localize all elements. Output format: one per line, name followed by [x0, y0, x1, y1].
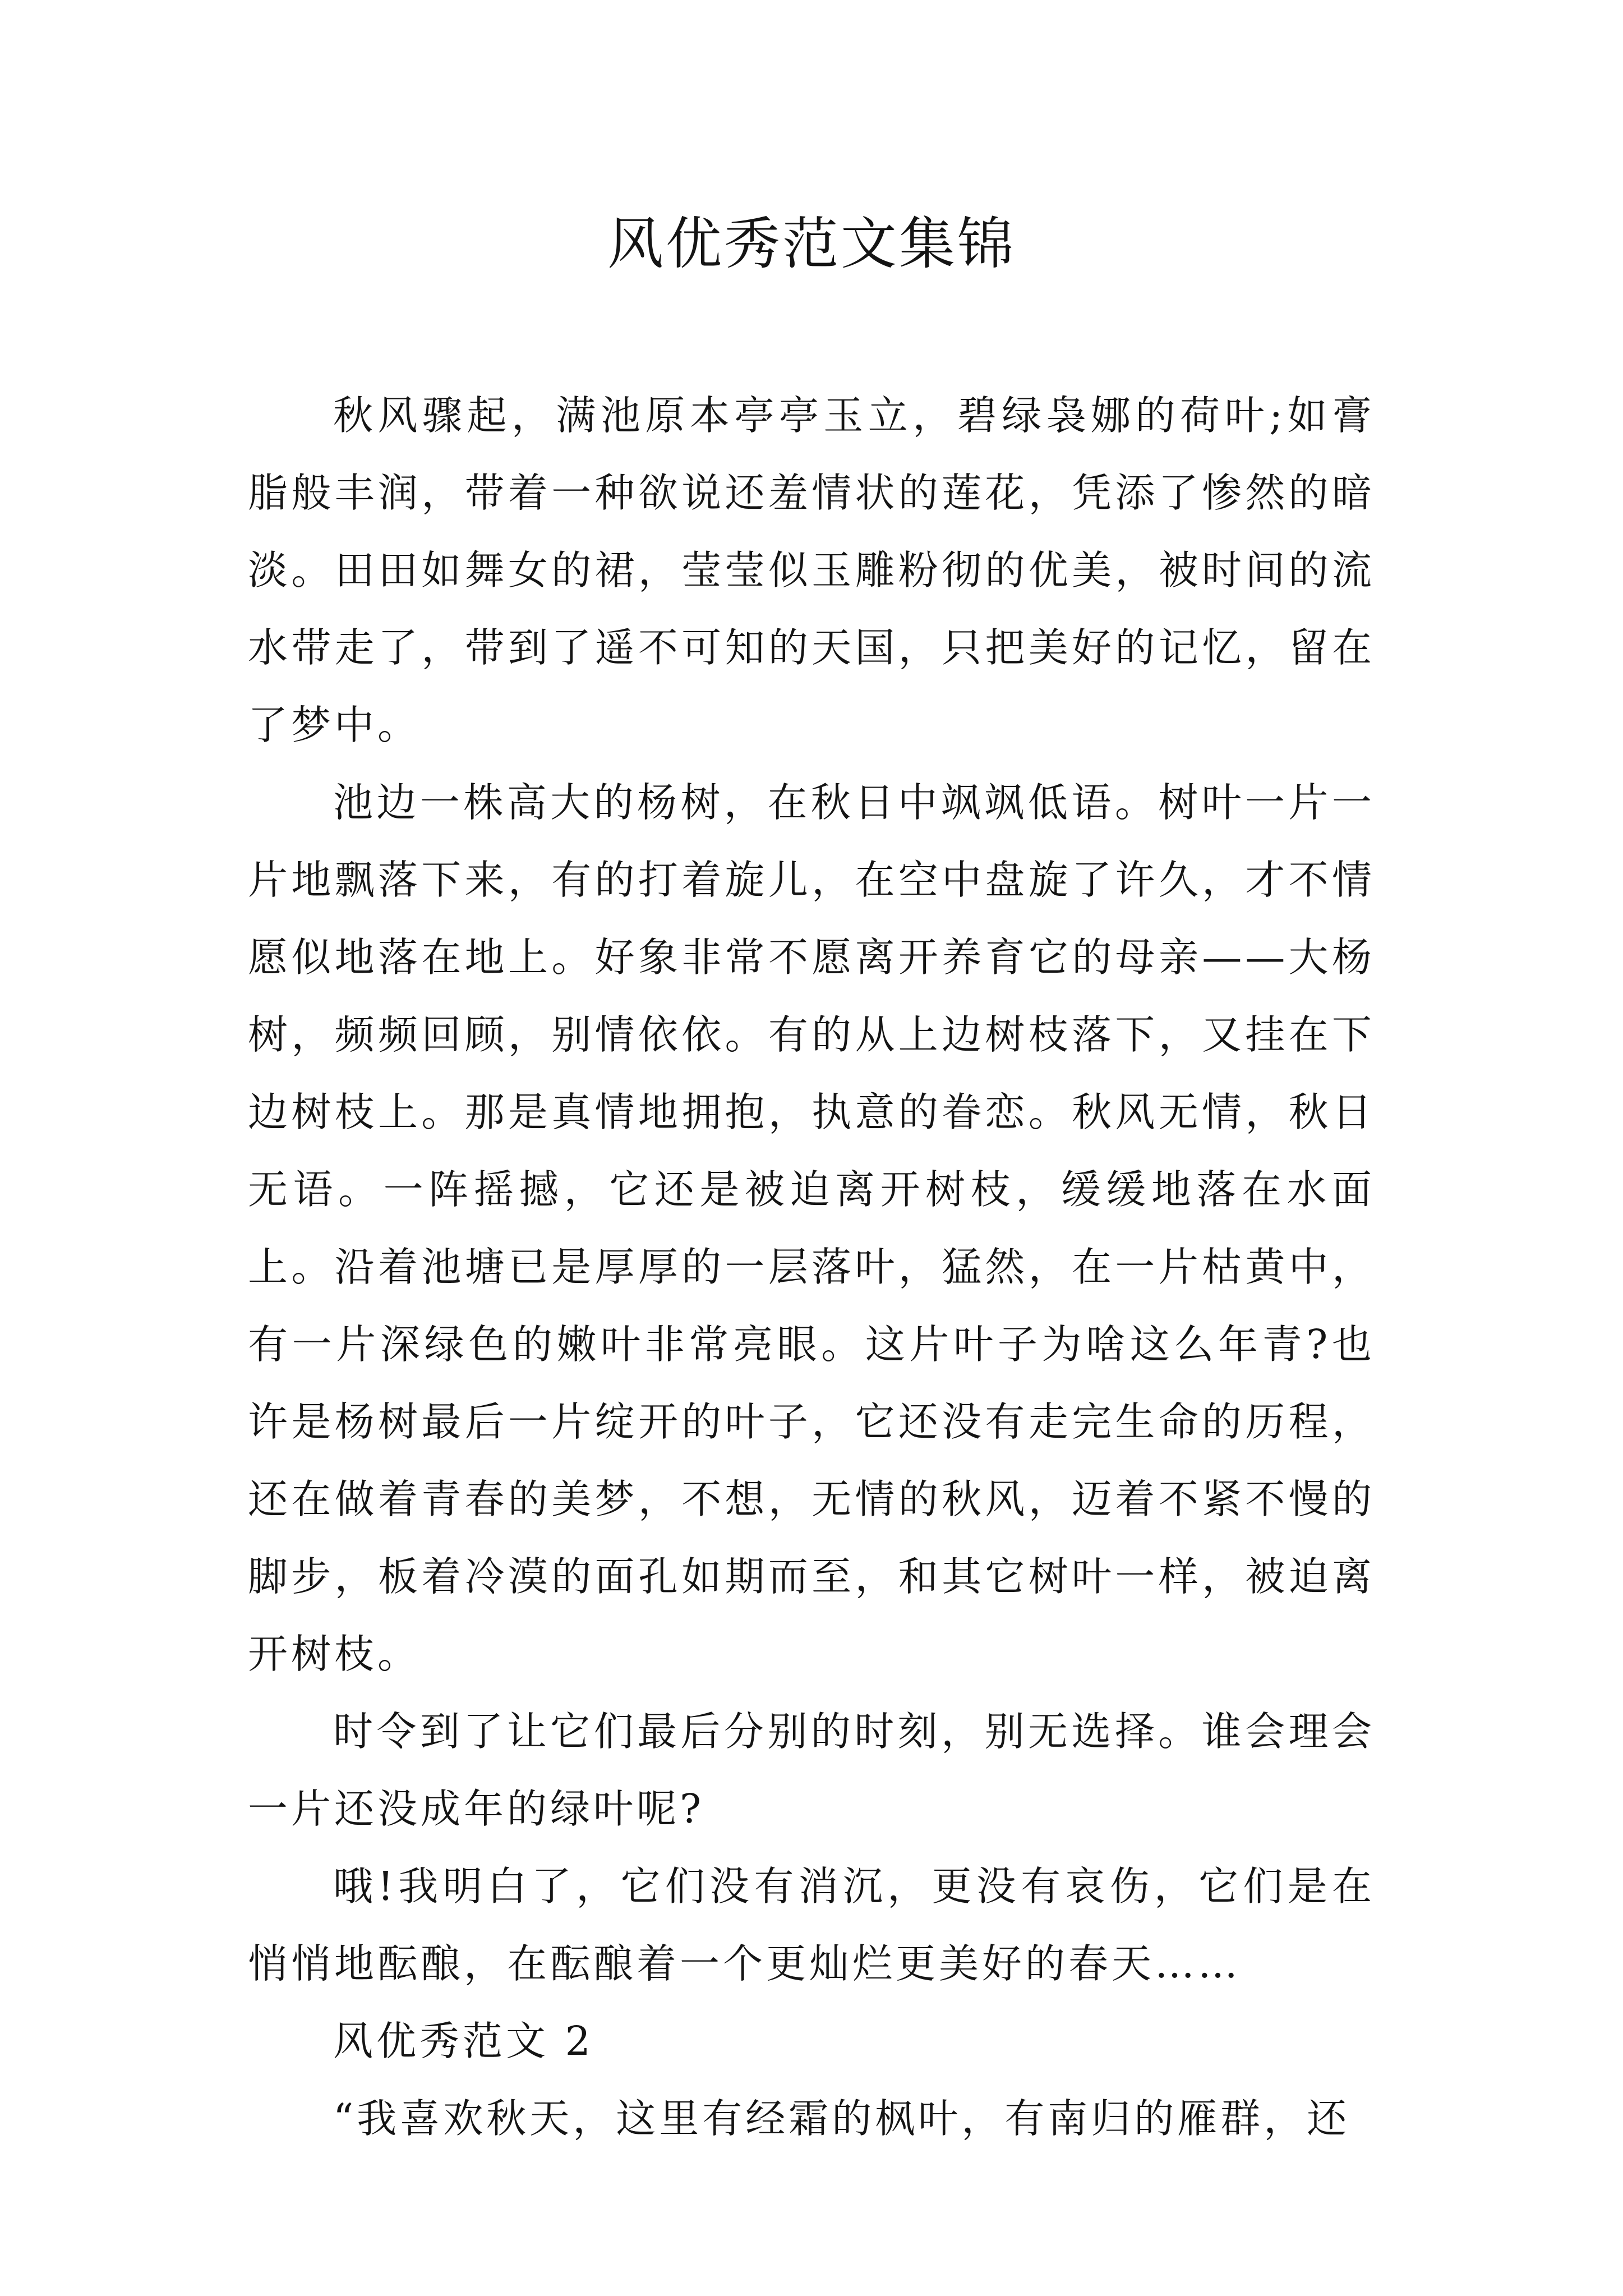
paragraph-4: 哦!我明白了，它们没有消沉，更没有哀伤，它们是在悄悄地酝酿，在酝酿着一个更灿烂更美好的春天…… — [248, 1863, 1375, 1987]
paragraph-2: 池边一株高大的杨树，在秋日中飒飒低语。树叶一片一片地飘落下来，有的打着旋儿，在空中盘旋了许久，才不情愿似地落在地上。好象非常不愿离开养育它的母亲——大杨树，频频回顾，别情依依。有的从上边树枝落下，又挂在下边树枝上。那是真情地拥抱，执意的眷恋。秋风无情，秋日无语。一阵摇撼，它还是被迫离开树枝，缓缓地落在水面上。沿着池塘已是厚厚的一层落叶，猛然，在一片枯黄中，有一片深绿色的嫩叶非常亮眼。这片叶子为啥这么年青?也许是杨树最后一片绽开的叶子，它还没有走完生命的历程，还在做着青春的美梦，不想，无情的秋风，迈着不紧不慢的脚步，板着冷漠的面孔如期而至，和其它树叶一样，被迫离开树枝。 — [248, 779, 1375, 1677]
paragraph-3: 时令到了让它们最后分别的时刻，别无选择。谁会理会一片还没成年的绿叶呢? — [248, 1708, 1375, 1832]
paragraph-5: “我喜欢秋天，这里有经霜的枫叶，有南归的雁群，还 — [333, 2095, 1350, 2142]
section-heading: 风优秀范文 2 — [333, 2018, 594, 2064]
document-title: 风优秀范文集锦 — [607, 211, 1016, 277]
document-body — [248, 377, 1375, 2157]
paragraph-1: 秋风骤起，满池原本亭亭玉立，碧绿袅娜的荷叶;如膏脂般丰润，带着一种欲说还羞情状的莲花，凭添了惨然的暗淡。田田如舞女的裙，莹莹似玉雕粉彻的优美，被时间的流水带走了，带到了遥不可知的天国，只把美好的记忆，留在了梦中。 — [248, 392, 1375, 748]
